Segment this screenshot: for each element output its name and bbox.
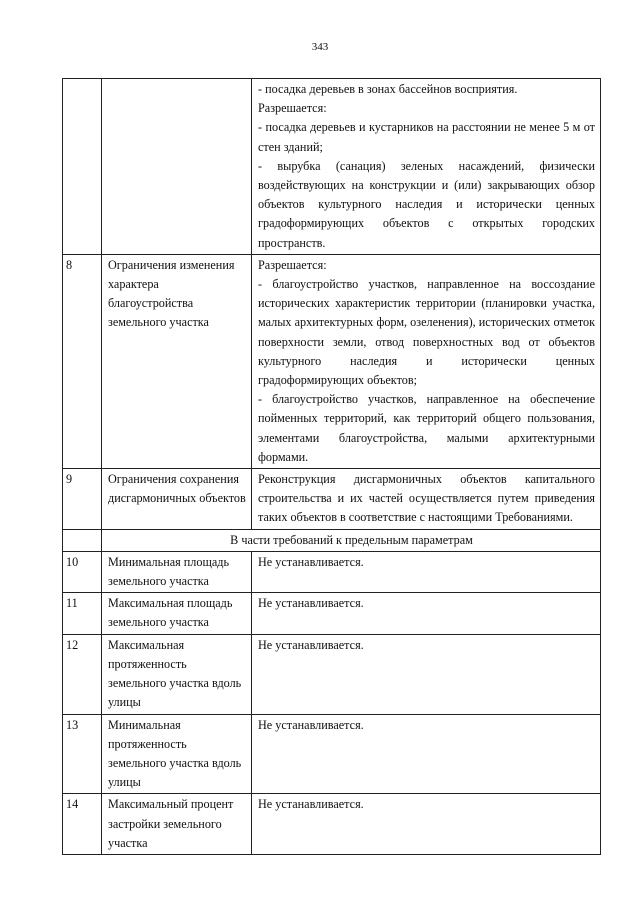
row-value: Не устанавливается. xyxy=(252,794,601,855)
table-row-13 xyxy=(63,714,601,794)
section-header-row xyxy=(63,529,601,551)
page-number: 343 xyxy=(311,41,329,53)
row-number: 11 xyxy=(63,593,102,634)
row-number-cell xyxy=(63,529,102,551)
row-name: Максимальная протяженность земельного участка вдоль улицы xyxy=(102,634,252,714)
content-line: Разрешается: xyxy=(258,257,327,272)
row-name: Ограничения сохранения дисгармоничных объектов xyxy=(102,469,252,530)
content-line: - благоустройство участков, направленное на воссоздание исторических характеристик территории (планировки участка, малых архитектурных форм, озеленения), исторических отметок поверхности земли, отвод поверхностных вод от объектов культурного наследия и исторически ценных градоформирующих объектов; xyxy=(258,277,595,388)
requirements-table xyxy=(62,78,601,855)
table-row-8 xyxy=(63,254,601,468)
section-title: В части требований к предельным параметрам xyxy=(102,529,601,551)
row-name: Максимальный процент застройки земельного участка xyxy=(102,794,252,855)
row-value: Не устанавливается. xyxy=(252,634,601,714)
row-content: Реконструкция дисгармоничных объектов капитального строительства и их частей осуществляется путем приведения таких объектов в соответствие с настоящими Требованиями. xyxy=(252,469,601,530)
table-row-14 xyxy=(63,794,601,855)
content-line: - благоустройство участков, направленное на обеспечение пойменных территорий, как территорий общего пользования, элементами благоустройства, малыми архитектурными формами. xyxy=(258,392,595,464)
row-name: Ограничения изменения характера благоустройства земельного участка xyxy=(102,254,252,468)
row-number-cell xyxy=(63,79,102,255)
row-number: 10 xyxy=(63,551,102,592)
row-value: Не устанавливается. xyxy=(252,551,601,592)
content-line: - посадка деревьев и кустарников на расстоянии не менее 5 м от стен зданий; xyxy=(258,120,595,154)
content-line: - посадка деревьев в зонах бассейнов восприятия. xyxy=(258,82,518,96)
row-number: 9 xyxy=(63,469,102,530)
table-row-12 xyxy=(63,634,601,714)
row-value: Не устанавливается. xyxy=(252,593,601,634)
content-line: - вырубка (санация) зеленых насаждений, физически воздействующих на конструкции и (или) закрывающих обзор объектов культурного наследия и исторически ценных градоформирующих объектов с открытых городских пространств. xyxy=(258,158,595,250)
table-row-10 xyxy=(63,551,601,592)
content-line: Разрешается: xyxy=(258,101,327,116)
row-content-cell xyxy=(252,254,601,468)
row-number: 8 xyxy=(63,254,102,468)
row-content-cell xyxy=(252,79,601,255)
table-row-11 xyxy=(63,593,601,634)
row-number: 14 xyxy=(63,794,102,855)
row-value: Не устанавливается. xyxy=(252,714,601,794)
row-name: Минимальная площадь земельного участка xyxy=(102,551,252,592)
row-name: Минимальная протяженность земельного участка вдоль улицы xyxy=(102,714,252,794)
row-name-cell xyxy=(102,79,252,255)
row-number: 12 xyxy=(63,634,102,714)
row-name: Максимальная площадь земельного участка xyxy=(102,593,252,634)
table-row-continuation xyxy=(63,79,601,255)
row-number: 13 xyxy=(63,714,102,794)
table-row-9 xyxy=(63,469,601,530)
